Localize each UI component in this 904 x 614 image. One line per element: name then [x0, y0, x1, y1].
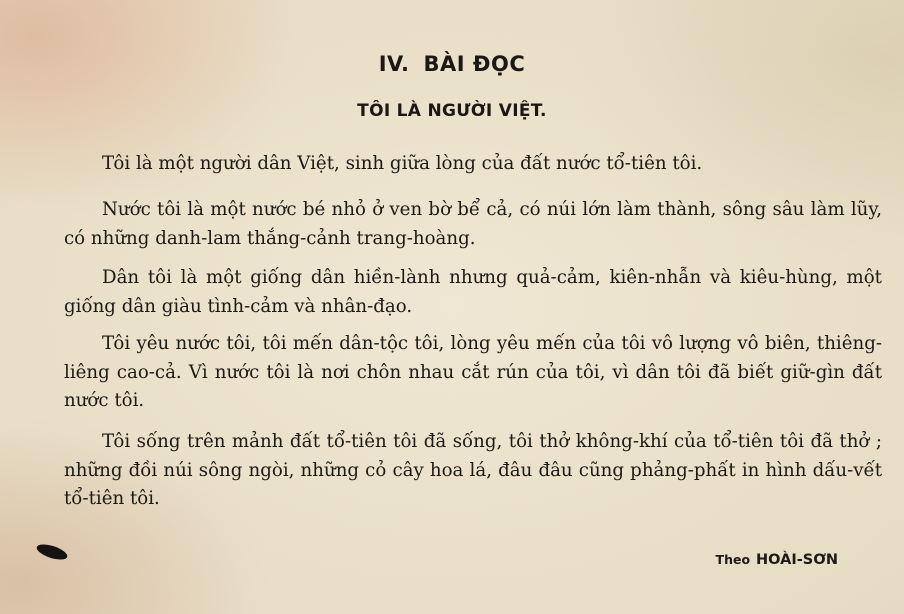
byline-prefix: Theo: [715, 552, 751, 567]
paragraph-text: Tôi sống trên mảnh đất tổ-tiên tôi đã sống, tôi thở không-khí của tổ-tiên tôi đã thở ; những đồi núi sông ngòi, những cỏ cây hoa lá, đâu đâu cũng phảng-phất in hình dấu-vết tổ-tiên tôi.: [64, 431, 882, 509]
paragraph-4: [64, 330, 882, 416]
ink-blot: [35, 541, 69, 562]
byline-author: HOÀI-SƠN: [756, 552, 838, 568]
author-byline: [716, 552, 838, 568]
paragraph-text: Nước tôi là một nước bé nhỏ ở ven bờ bể cả, có núi lớn làm thành, sông sâu làm lũy, có những danh-lam thắng-cảnh trang-hoàng.: [64, 199, 882, 249]
reading-title: TÔI LÀ NGƯỜI VIỆT.: [357, 101, 547, 121]
section-heading: [0, 52, 904, 76]
paragraph-3: [64, 264, 882, 321]
paragraph-text: Tôi là một người dân Việt, sinh giữa lòng của đất nước tổ-tiên tôi.: [102, 153, 703, 174]
paragraph-text: Tôi yêu nước tôi, tôi mến dân-tộc tôi, lòng yêu mến của tôi vô lượng vô biên, thiêng-liêng cao-cả. Vì nước tôi là nơi chôn nhau cắt rún của tôi, vì dân tôi đã biết giữ-gìn đất nước tôi.: [64, 333, 882, 411]
paragraph-text: Dân tôi là một giống dân hiền-lành nhưng quả-cảm, kiên-nhẫn và kiêu-hùng, một giống dân giàu tình-cảm và nhân-đạo.: [64, 267, 882, 317]
paragraph-1: [64, 150, 882, 179]
section-title: BÀI ĐỌC: [423, 52, 526, 76]
paragraph-5: [64, 428, 882, 514]
paragraph-2: [64, 196, 882, 253]
section-number: IV.: [378, 52, 410, 76]
